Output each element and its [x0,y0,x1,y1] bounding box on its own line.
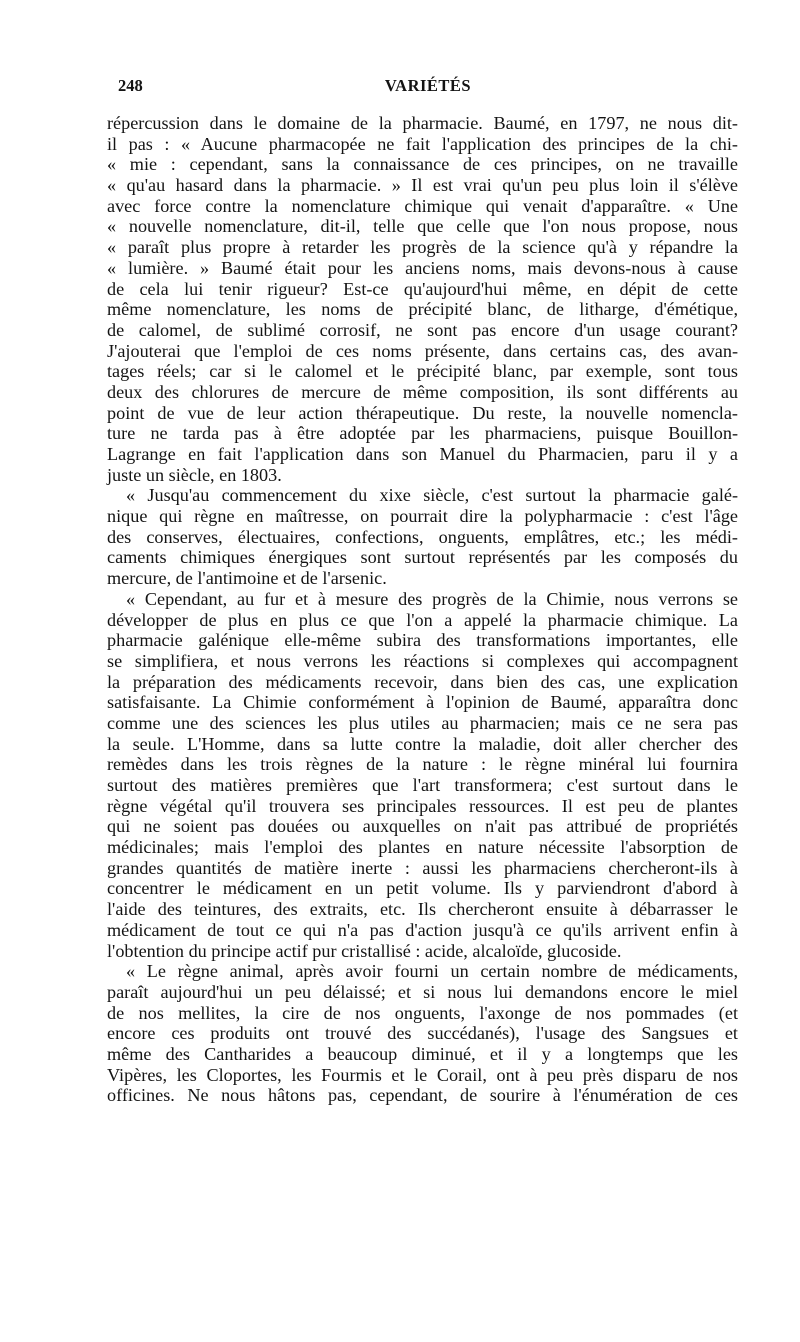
body-text [107,113,738,1106]
text-line: même des Cantharides a beaucoup diminué, et il y a longtemps que les [107,1043,738,1064]
text-line: point de vue de leur action thérapeutique. Du reste, la nouvelle nomencla- [107,402,738,423]
text-line: Lagrange en fait l'application dans son Manuel du Pharmacien, paru il y a [107,444,738,464]
text-line: des conserves, électuaires, confections, onguents, emplâtres, etc.; les médi- [107,526,738,547]
text-line: avec force contre la nomenclature chimique qui venait d'apparaître. « Une [107,195,738,216]
text-line: mercure, de l'antimoine et de l'arsenic. [107,568,387,589]
running-title: VARIÉTÉS [384,76,472,95]
text-line: l'aide des teintures, des extraits, etc. Ils chercheront ensuite à débarrasser le [107,899,738,920]
text-line: « Cependant, au fur et à mesure des progrès de la Chimie, nous verrons se [126,588,738,609]
text-line: pharmacie galénique elle-même subira des transformations importantes, elle [107,630,738,651]
text-line: développer de plus en plus ce que l'on a appelé la pharmacie chimique. La [107,609,738,630]
text-line: J'ajouterai que l'emploi de ces noms présente, dans certains cas, des avan- [107,340,738,361]
text-line: Vipères, les Cloportes, les Fourmis et le Corail, ont à peu près disparu de nos [107,1064,738,1085]
text-line: tages réels; car si le calomel et le précipité blanc, par exemple, sont tous [107,361,738,382]
text-line: « lumière. » Baumé était pour les anciens noms, mais devons-nous à cause [107,257,738,278]
text-line: deux des chlorures de mercure de même composition, ils sont différents au [107,381,738,402]
text-line: ture ne tarda pas à être adoptée par les pharmaciens, puisque Bouillon- [107,423,738,444]
text-line: juste un siècle, en 1803. [107,464,282,485]
text-line: caments chimiques énergiques sont surtout représentés par les composés du [107,547,738,568]
text-line: se simplifiera, et nous verrons les réactions si complexes qui accompagnent [107,650,738,671]
text-line: de calomel, de sublimé corrosif, ne sont pas encore d'un usage courant? [107,319,738,340]
text-line: « mie : cependant, sans la connaissance de ces principes, on ne travaille [107,154,738,175]
text-line: répercussion dans le domaine de la pharmacie. Baumé, en 1797, ne nous dit- [107,113,738,133]
text-line: grandes quantités de matière inerte : aussi les pharmaciens chercheront-ils à [107,857,738,878]
text-line: encore ces produits ont trouvé des succédanés), l'usage des Sangsues et [107,1023,738,1044]
text-line: « qu'au hasard dans la pharmacie. » Il est vrai qu'un peu plus loin il s'élève [107,175,738,196]
text-line: « paraît plus propre à retarder les progrès de la science qu'à y répandre la [107,237,738,258]
text-line: « Le règne animal, après avoir fourni un certain nombre de médicaments, [126,961,738,982]
text-line: officines. Ne nous hâtons pas, cependant, de sourire à l'énumération de ces [107,1085,738,1106]
text-line: médicament de tout ce qui n'a pas d'action jusqu'à ce qu'ils arrivent enfin à [107,919,738,940]
text-line: de nos mellites, la cire de nos onguents, l'axonge de nos pommades (et [107,1002,738,1023]
text-line: paraît aujourd'hui un peu délaissé; et si nous lui demandons encore le miel [107,981,738,1002]
text-line: comme une des sciences les plus utiles au pharmacien; mais ce ne sera pas [107,712,738,733]
page-header [118,76,738,106]
text-line: surtout des matières premières que l'art transformera; c'est surtout dans le [107,775,738,795]
text-line: de cela lui tenir rigueur? Est-ce qu'aujourd'hui même, en dépit de cette [107,278,738,299]
text-line: remèdes dans les trois règnes de la nature : le règne minéral lui fournira [107,754,738,775]
text-line: la préparation des médicaments recevoir, dans bien des cas, une explication [107,671,738,692]
text-line: règne végétal qu'il trouvera ses principales ressources. Il est peu de plantes [107,795,738,816]
text-line: « nouvelle nomenclature, dit-il, telle que celle que l'on nous propose, nous [107,216,738,237]
text-line: « Jusqu'au commencement du xixe siècle, c'est surtout la pharmacie galé- [126,485,738,506]
text-line: l'obtention du principe actif pur cristallisé : acide, alcaloïde, glucoside. [107,940,622,961]
text-line: même nomenclature, les noms de précipité blanc, de litharge, d'émétique, [107,299,738,320]
text-line: satisfaisante. La Chimie conformément à l'opinion de Baumé, apparaîtra donc [107,692,738,713]
text-line: concentrer le médicament en un petit volume. Ils y parviendront d'abord à [107,878,738,899]
text-line: la seule. L'Homme, dans sa lutte contre la maladie, doit aller chercher des [107,733,738,754]
text-line: médicinales; mais l'emploi des plantes en nature nécessite l'absorption de [107,837,738,858]
text-line: nique qui règne en maîtresse, on pourrait dire la polypharmacie : c'est l'âge [107,506,738,527]
text-line: il pas : « Aucune pharmacopée ne fait l'application des principes de la chi- [107,133,738,154]
page-number: 248 [118,76,143,95]
text-line: qui ne soient pas douées ou auxquelles on n'ait pas attribué de propriétés [107,816,738,837]
